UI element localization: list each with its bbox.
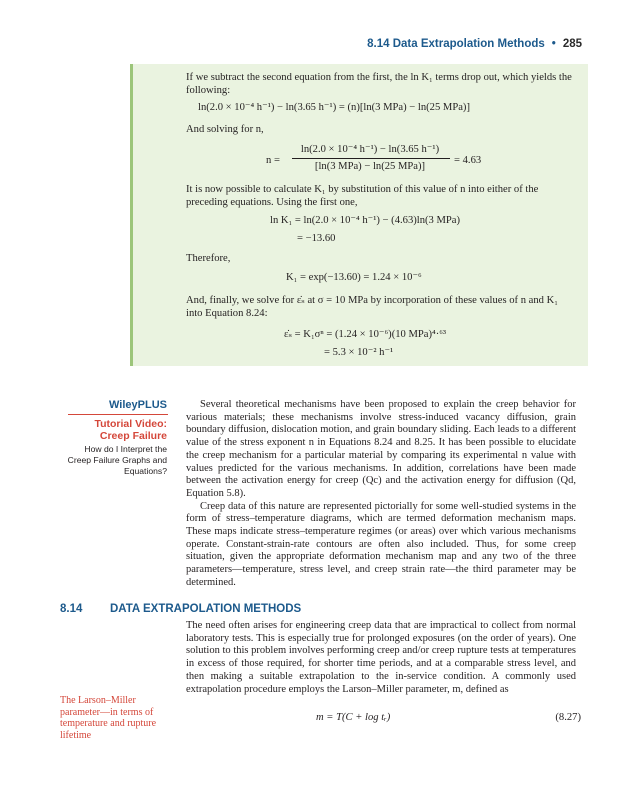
- example-therefore-text: Therefore,: [186, 253, 231, 264]
- equation-k1: K₁ = exp(−13.60) = 1.24 × 10⁻⁶: [286, 272, 422, 283]
- tutorial-video-title: Creep Failure: [99, 430, 167, 442]
- larson-miller-equation: m = T(C + log tᵣ): [316, 712, 391, 723]
- fraction-bar: [292, 158, 450, 159]
- equation-strain-rate-line1: ε̇ₛ = K₁σⁿ = (1.24 × 10⁻⁶)(10 MPa)⁴·⁶³: [284, 329, 447, 340]
- margin-divider: [68, 414, 168, 415]
- equation-strain-rate-line2: = 5.3 × 10⁻² h⁻¹: [324, 347, 394, 358]
- equation-subtract: ln(2.0 × 10⁻⁴ h⁻¹) − ln(3.65 h⁻¹) = (n)[ln(3 MPa) − ln(25 MPa)]: [198, 102, 470, 113]
- page-header: [367, 38, 582, 50]
- example-final-text: And, finally, we solve for ε̇ₛ at σ = 10 MPa by incorporation of these values of n and K₁ into Equation 8.24:: [186, 295, 558, 319]
- example-intro-text: If we subtract the second equation from the first, the ln K₁ terms drop out, which yields the following:: [186, 72, 572, 96]
- section-number: 8.14: [60, 603, 83, 615]
- equation-n-denominator: [ln(3 MPa) − ln(25 MPa)]: [314, 161, 426, 172]
- paragraph-deformation-maps: Creep data of this nature are represented pictorially for some well-studied systems in the form of stress–temperature diagrams, which are termed deformation mechanism maps. These maps indicate stress–temperature regimes (or areas) over which various mechanisms operate. Constant-strain-rate contours are often also included. Thus, for some creep situation, given the appropriate deformation mechanism map and any two of the three parameters—temperature, stress level, and creep strain rate—the third parameter may be determined.: [186, 500, 576, 588]
- section-body: [186, 620, 576, 696]
- example-solving-text: And solving for n,: [186, 124, 264, 135]
- header-section-title: 8.14 Data Extrapolation Methods: [367, 38, 545, 50]
- page-number: 285: [562, 38, 582, 50]
- paragraph-extrapolation: The need often arises for engineering creep data that are impractical to collect from normal laboratory tests. This is especially true for prolonged exposures (on the order of years). One solution to this problem involves performing creep and/or creep rupture tests at temperatures in excess of those required, for shorter time periods, and at a comparable stress level, and then making a suitable extrapolation to the in-service condition. A commonly used extrapolation procedure employs the Larson–Miller parameter, m, defined as: [186, 620, 576, 695]
- equation-lnk1-line1: ln K₁ = ln(2.0 × 10⁻⁴ h⁻¹) − (4.63)ln(3 MPa): [270, 215, 461, 226]
- example-calc-text: It is now possible to calculate K₁ by substitution of this value of n into either of the preceding equations. Using the first one,: [186, 184, 539, 208]
- wileyplus-label: WileyPLUS: [109, 399, 167, 411]
- equation-n-numerator: ln(2.0 × 10⁻⁴ h⁻¹) − ln(3.65 h⁻¹): [300, 144, 440, 155]
- tutorial-question: How do I Interpret the Creep Failure Graphs and Equations?: [67, 444, 167, 476]
- section-heading: [60, 603, 301, 615]
- tutorial-video-link[interactable]: [60, 418, 167, 442]
- equation-n-result: = 4.63: [454, 155, 482, 166]
- equation-lnk1-line2: = −13.60: [297, 233, 336, 244]
- equation-n-lhs: n =: [266, 155, 280, 166]
- body-paragraphs: [186, 399, 576, 590]
- larson-miller-margin-note: The Larson–Miller parameter—in terms of temperature and rupture lifetime: [60, 695, 157, 741]
- equation-number: (8.27): [555, 712, 581, 723]
- header-separator: •: [551, 38, 556, 50]
- paragraph-mechanisms: Several theoretical mechanisms have been proposed to explain the creep behavior for various materials; these mechanisms involve stress-induced vacancy diffusion, grain boundary diffusion, dislocation motion, and grain boundary sliding. Each leads to a different value of the stress exponent n in Equations 8.24 and 8.25. It has been possible to elucidate the creep mechanism for a particular material by comparing its experimental n value with values predicted for the various mechanisms. In addition, correlations have been made between the activation energy for creep (Qc) and the activation energy for diffusion (Qd, Equation 5.8).: [186, 399, 576, 499]
- section-title: DATA EXTRAPOLATION METHODS: [110, 603, 302, 615]
- tutorial-video-label: Tutorial Video:: [94, 418, 167, 430]
